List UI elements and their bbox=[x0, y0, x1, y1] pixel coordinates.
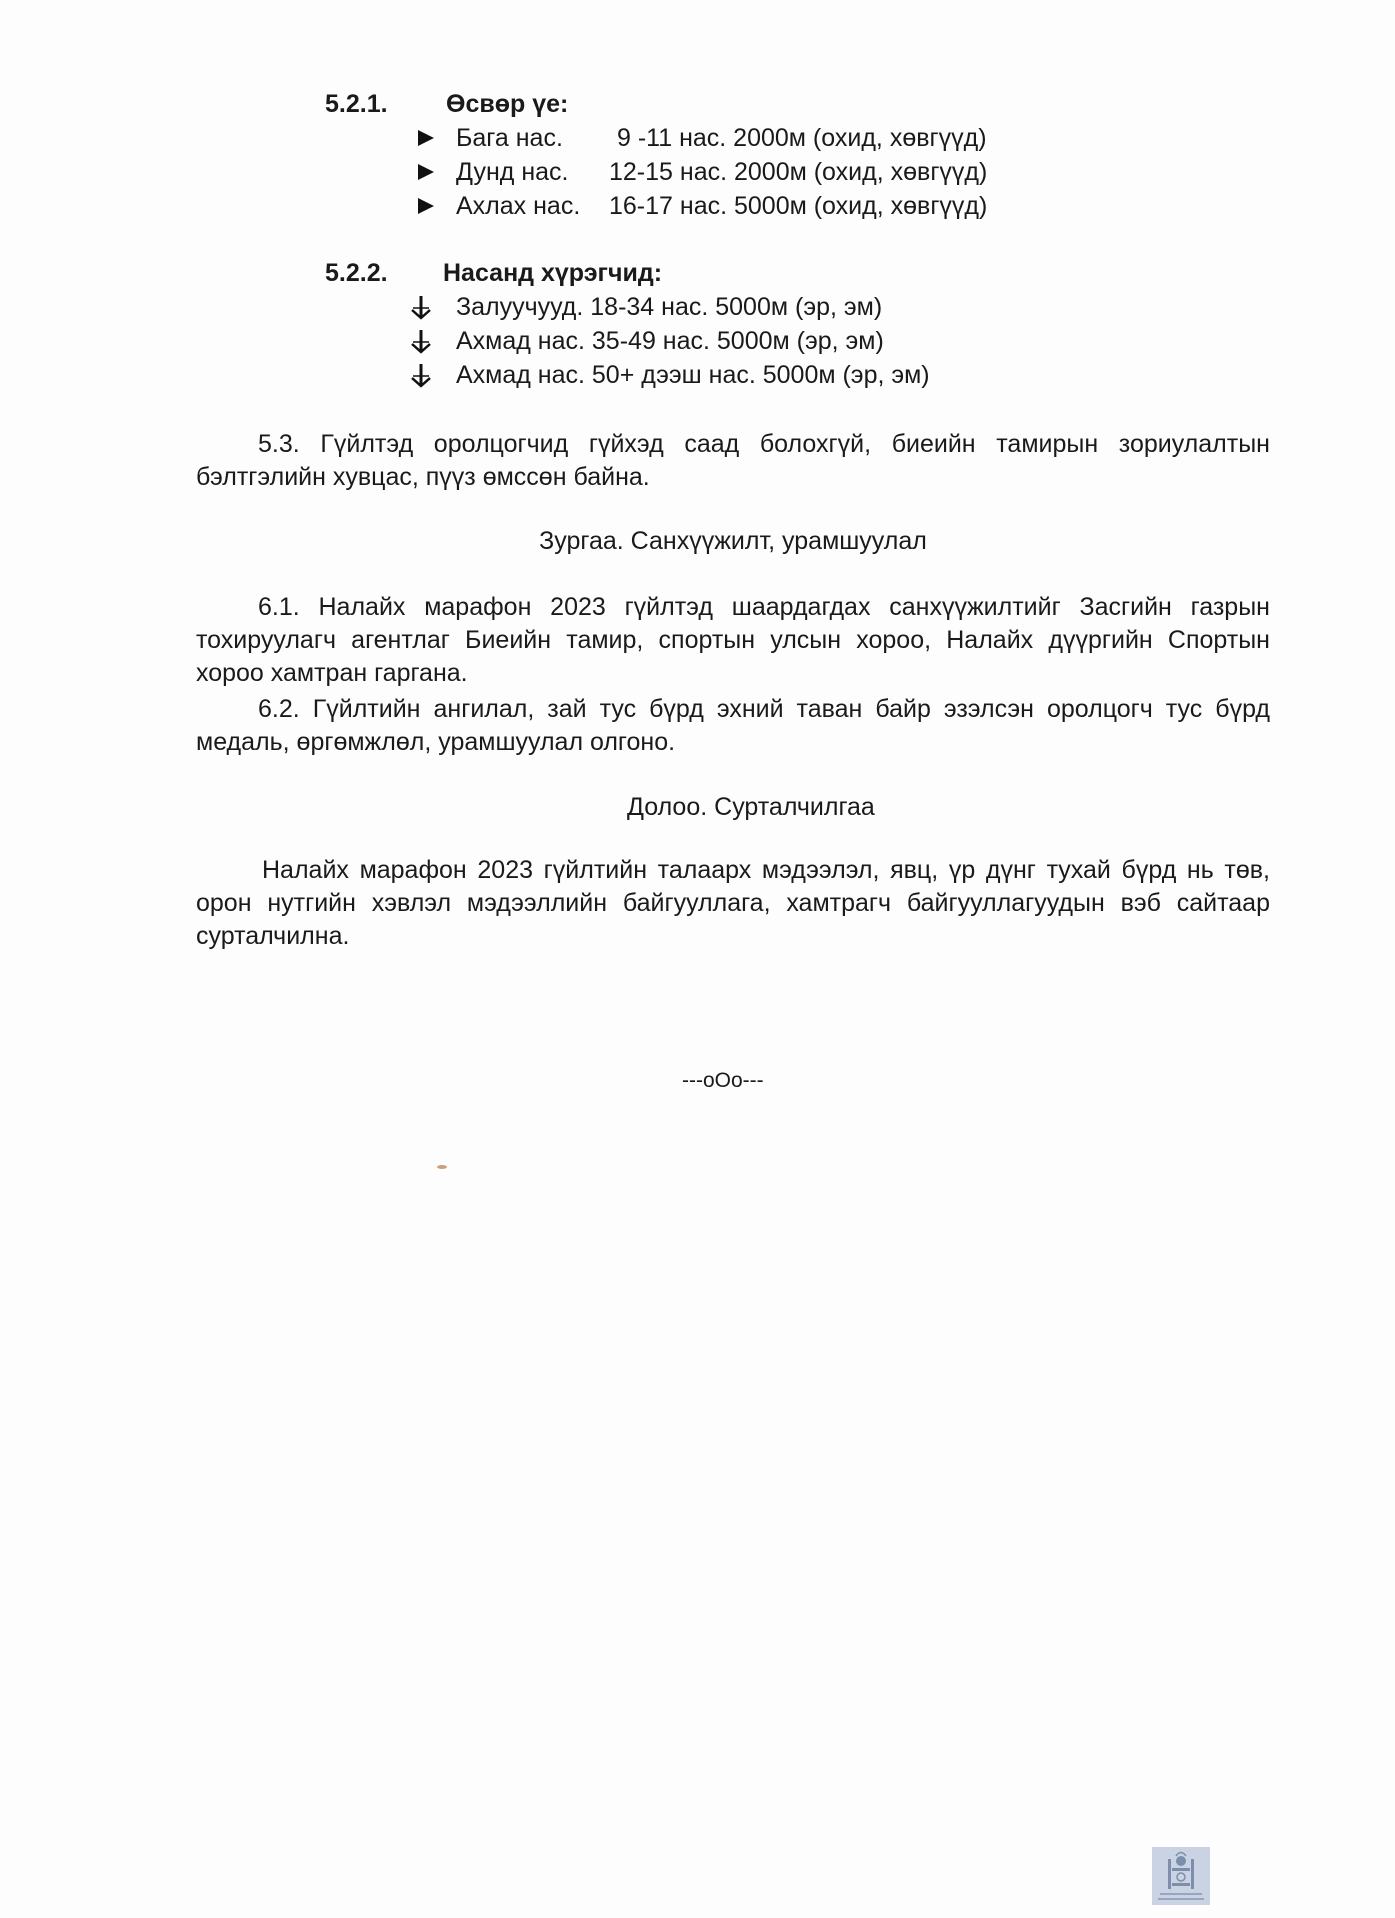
list-item: Дунд нас. bbox=[456, 158, 569, 186]
section-title: Насанд хүрэгчид: bbox=[443, 259, 663, 287]
down-arrow-bullet-icon bbox=[410, 330, 432, 354]
paragraph-6-2: 6.2. Гүйлтийн ангилал, зай тус бүрд эхний таван байр эзэлсэн оролцогч тус бүрд медаль, өргөмжлөл, урамшуулал олгоно. bbox=[196, 695, 1270, 756]
section-title: Өсвөр үе: bbox=[446, 90, 569, 118]
arrow-bullet-icon bbox=[418, 198, 434, 214]
arrow-bullet-icon bbox=[418, 130, 434, 146]
list-item: Бага нас. bbox=[456, 124, 563, 152]
down-arrow-bullet-icon bbox=[410, 296, 432, 320]
list-item: Ахмад нас. 35-49 нас. 5000м (эр, эм) bbox=[456, 327, 884, 355]
list-item-detail: 9 -11 нас. 2000м (охид, хөвгүүд) bbox=[617, 124, 987, 152]
list-item-detail: 16-17 нас. 5000м (охид, хөвгүүд) bbox=[609, 192, 988, 220]
paragraph-7: Налайх марафон 2023 гүйлтийн талаарх мэдээлэл, явц, үр дүнг тухай бүрд нь төв, орон нутгийн хэвлэл мэдээллийн байгууллага, хамтрагч байгууллагуудын вэб сайтаар сурталчилна. bbox=[196, 856, 1270, 950]
arrow-bullet-icon bbox=[418, 164, 434, 180]
section-number: 5.2.1. bbox=[325, 90, 388, 118]
section-heading: Долоо. Сурталчилгаа bbox=[627, 793, 875, 821]
end-mark: ---oOo--- bbox=[682, 1069, 764, 1092]
soyombo-emblem-icon bbox=[1152, 1847, 1210, 1905]
list-item: Залуучууд. 18-34 нас. 5000м (эр, эм) bbox=[456, 293, 883, 321]
scan-speck bbox=[437, 1165, 447, 1169]
section-number: 5.2.2. bbox=[325, 259, 388, 287]
down-arrow-bullet-icon bbox=[410, 364, 432, 388]
paragraph-6-1: 6.1. Налайх марафон 2023 гүйлтэд шаардагдах санхүүжилтийг Засгийн газрын тохируулагч агентлаг Биеийн тамир, спортын улсын хороо, Налайх дүүргийн Спортын хороо хамтран гаргана. bbox=[196, 593, 1270, 687]
list-item: Ахмад нас. 50+ дээш нас. 5000м (эр, эм) bbox=[456, 361, 930, 389]
government-stamp bbox=[1152, 1847, 1210, 1905]
list-item: Ахлах нас. bbox=[456, 192, 581, 220]
list-item-detail: 12-15 нас. 2000м (охид, хөвгүүд) bbox=[609, 158, 988, 186]
section-heading: Зургаа. Санхүүжилт, урамшуулал bbox=[539, 527, 927, 555]
paragraph-5-3: 5.3. Гүйлтэд оролцогчид гүйхэд саад болохгүй, биеийн тамирын зориулалтын бэлтгэлийн хувцас, пүүз өмссөн байна. bbox=[196, 430, 1270, 491]
